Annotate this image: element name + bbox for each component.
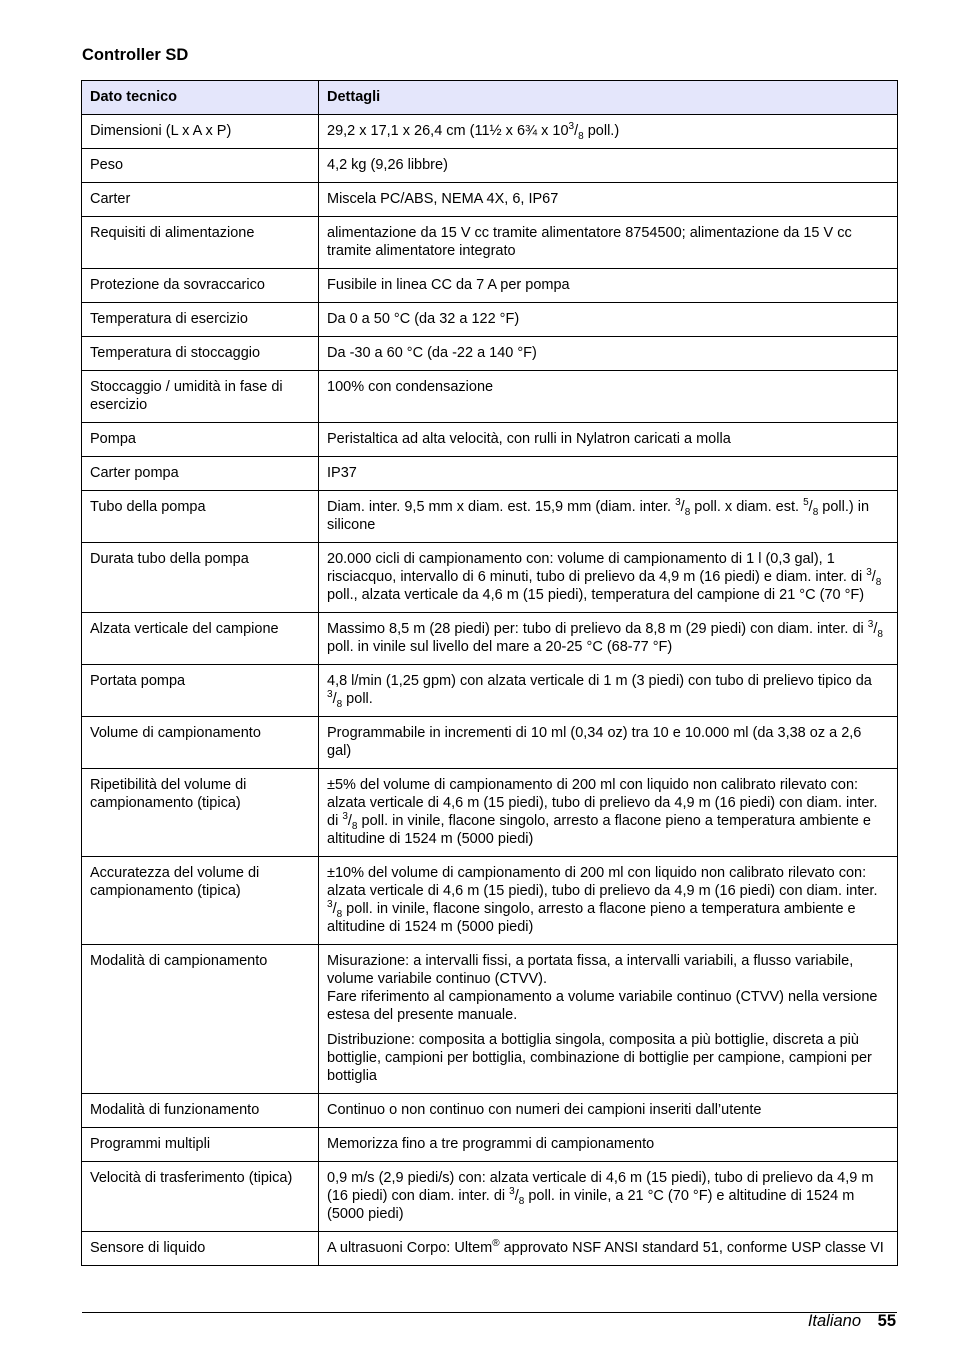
table-row	[82, 1232, 898, 1266]
table-row	[82, 423, 898, 457]
spec-detail-text: Memorizza fino a tre programmi di campionamento	[327, 1136, 655, 1152]
spec-label: Velocità di trasferimento (tipica)	[82, 1162, 319, 1232]
spec-detail-text: Peristaltica ad alta velocità, con rulli in Nylatron caricati a molla	[327, 431, 731, 447]
table-row	[82, 457, 898, 491]
section-title: Controller SD	[82, 46, 189, 64]
spec-detail-text: Programmabile in incrementi di 10 ml (0,34 oz) tra 10 e 10.000 ml (da 3,38 oz a 2,6 gal)	[327, 725, 862, 759]
spec-detail	[319, 857, 898, 945]
table-row	[82, 1128, 898, 1162]
spec-label: Programmi multipli	[82, 1128, 319, 1162]
spec-detail-text: 4,2 kg (9,26 libbre)	[327, 157, 448, 173]
spec-detail	[319, 423, 898, 457]
spec-detail-text: Misurazione: a intervalli fissi, a portata fissa, a intervalli variabili, a flusso variabile, volume variabile continuo (CTVV). Fare riferimento al campionamento a volume variabile continuo (CTVV) nella versione estesa del presente manuale.	[327, 953, 878, 1023]
table-header-row	[82, 81, 898, 115]
spec-detail-text: 0,9 m/s (2,9 piedi/s) con: alzata verticale di 4,6 m (15 piedi), tubo di prelievo da 4,9 m (16 piedi) con diam. inter. di $^3/_8$ poll. in vinile, a 21 °C (70 °F) e altitudine di 1524 m (5000 piedi)	[327, 1170, 874, 1222]
spec-detail-text: Miscela PC/ABS, NEMA 4X, 6, IP67	[327, 191, 559, 207]
spec-label: Dimensioni (L x A x P)	[82, 115, 319, 149]
spec-label: Protezione da sovraccarico	[82, 269, 319, 303]
specifications-table	[81, 80, 898, 1266]
spec-label: Durata tubo della pompa	[82, 543, 319, 613]
spec-detail	[319, 543, 898, 613]
spec-label: Ripetibilità del volume di campionamento (tipica)	[82, 769, 319, 857]
spec-detail-text: 29,2 x 17,1 x 26,4 cm (11½ x 6¾ x $10^3/_8$ poll.)	[327, 121, 620, 142]
table-row	[82, 717, 898, 769]
footer-divider	[82, 1312, 897, 1313]
table-row	[82, 857, 898, 945]
spec-detail-text: 4,8 l/min (1,25 gpm) con alzata verticale di 1 m (3 piedi) con tubo di prelievo tipico da $^3/_8$ poll.	[327, 673, 872, 710]
spec-label: Temperatura di esercizio	[82, 303, 319, 337]
spec-label: Tubo della pompa	[82, 491, 319, 543]
spec-label: Modalità di funzionamento	[82, 1094, 319, 1128]
spec-detail	[319, 491, 898, 543]
spec-detail-text: 20.000 cicli di campionamento con: volume di campionamento di 1 l (0,3 gal), 1 risciacquo, intervallo di 6 minuti, tubo di prelievo da 4,9 m (16 piedi) e diam. inter. di $^3/_8$ poll., alzata verticale da 4,6 m (15 piedi), temperatura del campione di 21 °C (70 °F)	[327, 551, 882, 603]
page-footer	[808, 1312, 896, 1331]
table-row	[82, 183, 898, 217]
spec-label: Carter	[82, 183, 319, 217]
spec-detail	[319, 1094, 898, 1128]
spec-detail-text: Da 0 a 50 °C (da 32 a 122 °F)	[327, 311, 520, 327]
spec-detail	[319, 1232, 898, 1266]
spec-label: Peso	[82, 149, 319, 183]
spec-label: Alzata verticale del campione	[82, 613, 319, 665]
table-row	[82, 1162, 898, 1232]
spec-detail	[319, 1128, 898, 1162]
page-number: 55	[877, 1312, 896, 1330]
spec-detail	[319, 115, 898, 149]
footer-language: Italiano	[807, 1312, 862, 1330]
table-row	[82, 769, 898, 857]
spec-label: Portata pompa	[82, 665, 319, 717]
table-row	[82, 613, 898, 665]
spec-detail-text: Da -30 a 60 °C (da -22 a 140 °F)	[327, 345, 537, 361]
spec-label: Accuratezza del volume di campionamento (tipica)	[82, 857, 319, 945]
table-row	[82, 665, 898, 717]
spec-detail-text: Massimo 8,5 m (28 piedi) per: tubo di prelievo da 8,8 m (29 piedi) con diam. inter. di $^3/_8$ poll. in vinile sul livello del mare a 20-25 °C (68-77 °F)	[327, 619, 883, 655]
spec-label: Temperatura di stoccaggio	[82, 337, 319, 371]
spec-detail	[319, 183, 898, 217]
table-row	[82, 269, 898, 303]
table-row	[82, 217, 898, 269]
spec-detail	[319, 717, 898, 769]
table-row	[82, 491, 898, 543]
table-body	[82, 115, 898, 1266]
spec-detail	[319, 769, 898, 857]
spec-detail-text: Fusibile in linea CC da 7 A per pompa	[327, 277, 570, 293]
table-row	[82, 371, 898, 423]
spec-detail	[319, 337, 898, 371]
spec-label: Pompa	[82, 423, 319, 457]
spec-detail	[319, 371, 898, 423]
spec-detail-text: Diam. inter. 9,5 mm x diam. est. 15,9 mm (diam. inter. $^3/_8$ poll. x diam. est. $^5/_8$ poll.) in silicone	[327, 497, 870, 533]
spec-detail	[319, 1162, 898, 1232]
table-row	[82, 337, 898, 371]
spec-label: Sensore di liquido	[82, 1232, 319, 1266]
table-row	[82, 115, 898, 149]
spec-detail	[319, 217, 898, 269]
spec-label: Requisiti di alimentazione	[82, 217, 319, 269]
spec-detail-text: 100% con condensazione	[327, 379, 494, 395]
spec-label: Volume di campionamento	[82, 717, 319, 769]
spec-detail	[319, 457, 898, 491]
column-header-spec: Dato tecnico	[82, 81, 319, 115]
spec-detail-text: alimentazione da 15 V cc tramite alimentatore 8754500; alimentazione da 15 V cc tramite alimentatore integrato	[327, 225, 852, 259]
spec-detail	[319, 149, 898, 183]
spec-label: Carter pompa	[82, 457, 319, 491]
spec-detail-text: Continuo o non continuo con numeri dei campioni inseriti dall’utente	[327, 1102, 762, 1118]
spec-label: Modalità di campionamento	[82, 945, 319, 1094]
spec-detail	[319, 269, 898, 303]
table-row	[82, 149, 898, 183]
spec-detail-text: ±5% del volume di campionamento di 200 ml con liquido non calibrato rilevato con: alzata verticale di 4,6 m (15 piedi), tubo di prelievo da 4,9 m (16 piedi) con diam. inter. di $^3/_8$ poll. in vinile, flacone singolo, arresto a flacone pieno a temperatura ambiente e altitudine di 1524 m (5000 piedi)	[327, 777, 878, 847]
table-row	[82, 303, 898, 337]
column-header-details: Dettagli	[319, 81, 898, 115]
table-row	[82, 543, 898, 613]
spec-detail	[319, 613, 898, 665]
spec-label: Stoccaggio / umidità in fase di esercizio	[82, 371, 319, 423]
spec-detail-text: ±10% del volume di campionamento di 200 ml con liquido non calibrato rilevato con: alzata verticale di 4,6 m (15 piedi), tubo di prelievo da 4,9 m (16 piedi) con diam. inter. $^3/_8$ poll. in vinile, flacone singolo, arresto a flacone pieno a temperatura ambiente e altitudine di 1524 m (5000 piedi)	[327, 865, 878, 935]
spec-detail-text-secondary: Distribuzione: composita a bottiglia singola, composita a più bottiglie, discreta a più bottiglie, campioni per bottiglia, combinazione di bottiglie per campione, campioni per bottiglia	[327, 1032, 872, 1084]
table-row	[82, 945, 898, 1094]
spec-detail-text: A ultrasuoni Corpo: Ultem® approvato NSF ANSI standard 51, conforme USP classe VI	[327, 1238, 884, 1256]
spec-detail-text: IP37	[327, 465, 357, 481]
spec-detail	[319, 303, 898, 337]
table-row	[82, 1094, 898, 1128]
spec-detail	[319, 945, 898, 1094]
spec-detail	[319, 665, 898, 717]
